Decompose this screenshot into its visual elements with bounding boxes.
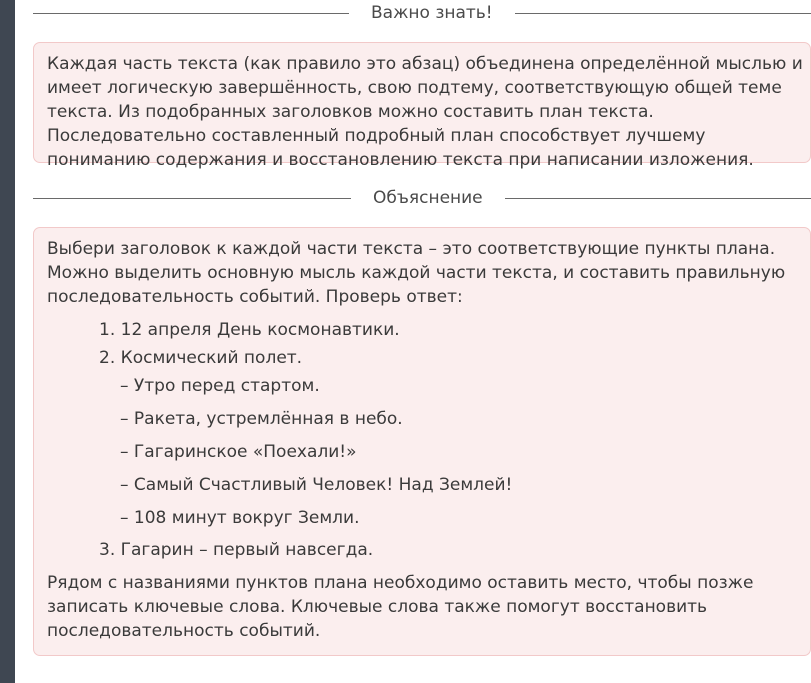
plan-list: [47, 318, 810, 565]
plan-item: 2. Космический полет.: [99, 348, 303, 368]
divider-line-right: [505, 198, 811, 199]
plan-item: 3. Гагарин – первый навсегда.: [99, 540, 374, 560]
plan-subitem: – Утро перед стартом.: [120, 376, 320, 396]
plan-subitem: – Ракета, устремлённая в небо.: [120, 409, 403, 429]
divider-line-right: [515, 13, 811, 14]
explanation-outro: Рядом с названиями пунктов плана необходимо оставить место, чтобы позже записать ключевые слова. Ключевые слова также помогут восстановить последовательность событий.: [47, 573, 754, 641]
divider-line-left: [33, 198, 351, 199]
important-text: Каждая часть текста (как правило это абзац) объединена определённой мыслью и имеет логическую завершённость, свою подтему, соответствующую общей теме текста. Из подобранных заголовков можно составить план текста. Последовательно составленный подробный план способствует лучшему пониманию содержания и восстановлению текста при написании изложения.: [47, 54, 803, 170]
plan-subitem: – Самый Счастливый Человек! Над Землей!: [120, 475, 513, 495]
important-box: [33, 42, 811, 170]
explanation-intro: Выбери заголовок к каждой части текста – это соответствующие пункты плана. Можно выделить основную мысль каждой части текста, и составить правильную последовательность событий. Проверь ответ:: [47, 239, 786, 307]
plan-subitem: – 108 минут вокруг Земли.: [120, 508, 360, 528]
content-area: [33, 0, 811, 656]
important-divider: [33, 1, 811, 25]
plan-subitem: – Гагаринское «Поехали!»: [120, 442, 357, 462]
divider-line-left: [33, 13, 349, 14]
explanation-box: [33, 227, 811, 656]
important-heading: Важно знать!: [371, 3, 493, 23]
left-sidebar-strip: [0, 0, 15, 683]
explanation-divider: [33, 186, 811, 210]
plan-item: 1. 12 апреля День космонавтики.: [99, 320, 400, 340]
explanation-heading: Объяснение: [373, 188, 483, 208]
